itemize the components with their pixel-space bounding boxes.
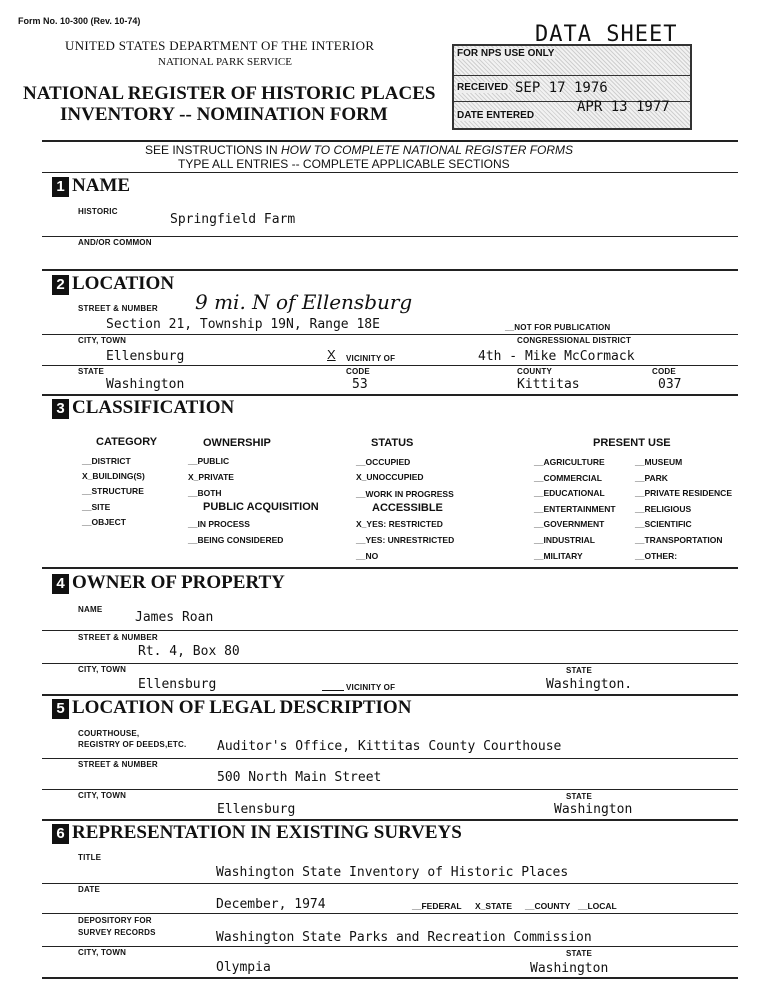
present-use-option[interactable]: __TRANSPORTATION	[635, 535, 723, 545]
section-4-heading: 4 OWNER OF PROPERTY	[52, 572, 285, 594]
status-heading: STATUS	[371, 437, 414, 449]
local-option[interactable]: __LOCAL	[578, 901, 617, 911]
category-option[interactable]: __DISTRICT	[82, 456, 131, 466]
handwritten-location-note: 9 mi. N of Ellensburg	[195, 290, 413, 314]
status-option[interactable]: X_UNOCCUPIED	[356, 472, 424, 482]
present-use-option[interactable]: __RELIGIOUS	[635, 504, 692, 514]
courthouse-label-line2: REGISTRY OF DEEDS,ETC.	[78, 740, 187, 749]
city-value[interactable]: Ellensburg	[106, 349, 185, 364]
state-label: STATE	[78, 367, 105, 376]
survey-date-label: DATE	[78, 885, 100, 894]
state-code-value[interactable]: 53	[352, 377, 368, 392]
present-use-option[interactable]: __AGRICULTURE	[534, 457, 605, 467]
form-number: Form No. 10-300 (Rev. 10-74)	[18, 16, 141, 26]
service-name: NATIONAL PARK SERVICE	[158, 56, 292, 68]
access-option[interactable]: X_YES: RESTRICTED	[356, 519, 443, 529]
owner-street-label: STREET & NUMBER	[78, 633, 158, 642]
received-label: RECEIVED	[457, 82, 509, 93]
vicinity-check[interactable]: X	[327, 347, 336, 362]
federal-option[interactable]: __FEDERAL	[412, 901, 462, 911]
owner-vicinity-blank[interactable]	[322, 680, 344, 691]
access-option[interactable]: __YES: UNRESTRICTED	[356, 535, 455, 545]
access-option[interactable]: __NO	[356, 551, 379, 561]
county-label: COUNTY	[517, 367, 552, 376]
category-option[interactable]: X_BUILDING(S)	[82, 471, 145, 481]
legal-state-value[interactable]: Washington	[554, 802, 633, 817]
not-for-publication-option[interactable]: __NOT FOR PUBLICATION	[505, 323, 611, 332]
ownership-option[interactable]: __BOTH	[188, 488, 222, 498]
present-use-option[interactable]: __OTHER:	[635, 551, 678, 561]
section-5-heading: 5 LOCATION OF LEGAL DESCRIPTION	[52, 697, 411, 719]
congressional-district-label: CONGRESSIONAL DISTRICT	[517, 336, 632, 345]
state-value[interactable]: Washington	[106, 377, 185, 392]
present-use-option[interactable]: __PRIVATE RESIDENCE	[635, 488, 732, 498]
legal-city-label: CITY, TOWN	[78, 791, 127, 800]
status-option[interactable]: __OCCUPIED	[356, 457, 411, 467]
present-use-option[interactable]: __SCIENTIFIC	[635, 519, 692, 529]
present-use-option[interactable]: __MILITARY	[534, 551, 583, 561]
county-code-value[interactable]: 037	[658, 377, 682, 392]
survey-state-label: STATE	[566, 949, 593, 958]
present-use-option[interactable]: __PARK	[635, 473, 668, 483]
owner-city-label: CITY, TOWN	[78, 665, 127, 674]
status-option[interactable]: __WORK IN PROGRESS	[356, 489, 454, 499]
received-stamp-value: SEP 17 1976	[515, 80, 608, 96]
street-value[interactable]: Section 21, Township 19N, Range 18E	[106, 317, 380, 332]
category-option[interactable]: __OBJECT	[82, 517, 126, 527]
section-3-heading: 3 CLASSIFICATION	[52, 397, 234, 419]
public-acquisition-heading: PUBLIC ACQUISITION	[203, 501, 319, 513]
county-value[interactable]: Kittitas	[517, 377, 580, 392]
ownership-heading: OWNERSHIP	[203, 437, 271, 449]
acquisition-option[interactable]: __IN PROCESS	[188, 519, 250, 529]
survey-state-value[interactable]: Washington	[530, 961, 609, 976]
department-name: UNITED STATES DEPARTMENT OF THE INTERIOR	[65, 38, 375, 53]
depository-value[interactable]: Washington State Parks and Recreation Commission	[216, 930, 592, 945]
accessible-heading: ACCESSIBLE	[372, 502, 443, 514]
acquisition-option[interactable]: __BEING CONSIDERED	[188, 535, 284, 545]
for-nps-use-label: FOR NPS USE ONLY	[457, 48, 555, 59]
form-title-line2: INVENTORY -- NOMINATION FORM	[60, 104, 388, 125]
present-use-option[interactable]: __MUSEUM	[635, 457, 683, 467]
present-use-option[interactable]: __COMMERCIAL	[534, 473, 603, 483]
survey-title-value[interactable]: Washington State Inventory of Historic Places	[216, 865, 569, 880]
section-1-heading: 1 NAME	[52, 175, 130, 197]
county-code-label: CODE	[652, 367, 676, 376]
legal-city-value[interactable]: Ellensburg	[217, 802, 296, 817]
vicinity-label: VICINITY OF	[346, 354, 396, 363]
owner-street-value[interactable]: Rt. 4, Box 80	[138, 644, 240, 659]
date-entered-value: APR 13 1977	[577, 99, 670, 115]
data-sheet-stamp: DATA SHEET	[535, 22, 678, 47]
common-name-label: AND/OR COMMON	[78, 238, 152, 247]
congressional-district-value[interactable]: 4th - Mike McCormack	[478, 349, 635, 364]
present-use-option[interactable]: __INDUSTRIAL	[534, 535, 595, 545]
owner-name-label: NAME	[78, 605, 103, 614]
survey-city-value[interactable]: Olympia	[216, 960, 271, 975]
date-entered-label: DATE ENTERED	[457, 110, 535, 121]
historic-value[interactable]: Springfield Farm	[170, 212, 296, 227]
form-title-line1: NATIONAL REGISTER OF HISTORIC PLACES	[23, 83, 436, 104]
section-2-heading: 2 LOCATION	[52, 273, 174, 295]
ownership-option[interactable]: __PUBLIC	[188, 456, 230, 466]
legal-state-label: STATE	[566, 792, 593, 801]
present-use-option[interactable]: __ENTERTAINMENT	[534, 504, 616, 514]
depository-label-line2: SURVEY RECORDS	[78, 928, 156, 937]
owner-city-value[interactable]: Ellensburg	[138, 677, 217, 692]
legal-street-value[interactable]: 500 North Main Street	[217, 770, 382, 785]
courthouse-value[interactable]: Auditor's Office, Kittitas County Courthouse	[217, 739, 562, 754]
owner-state-label: STATE	[566, 666, 593, 675]
survey-date-value[interactable]: December, 1974	[216, 897, 326, 912]
instructions-line2: TYPE ALL ENTRIES -- COMPLETE APPLICABLE SECTIONS	[178, 157, 510, 171]
city-label: CITY, TOWN	[78, 336, 127, 345]
historic-label: HISTORIC	[78, 207, 118, 216]
instructions-line1: SEE INSTRUCTIONS IN HOW TO COMPLETE NATIONAL REGISTER FORMS	[145, 143, 574, 157]
owner-state-value[interactable]: Washington.	[546, 677, 633, 692]
state-code-label: CODE	[346, 367, 370, 376]
depository-label-line1: DEPOSITORY FOR	[78, 916, 152, 925]
section-6-heading: 6 REPRESENTATION IN EXISTING SURVEYS	[52, 822, 462, 844]
owner-vicinity-label: VICINITY OF	[346, 683, 396, 692]
category-option[interactable]: __STRUCTURE	[82, 486, 144, 496]
street-label: STREET & NUMBER	[78, 304, 158, 313]
present-use-option[interactable]: __EDUCATIONAL	[534, 488, 605, 498]
present-use-heading: PRESENT USE	[593, 437, 671, 449]
courthouse-label-line1: COURTHOUSE,	[78, 729, 140, 738]
category-option[interactable]: __SITE	[82, 502, 111, 512]
state-option[interactable]: X_STATE	[475, 901, 512, 911]
owner-name-value[interactable]: James Roan	[135, 610, 214, 625]
county-option[interactable]: __COUNTY	[525, 901, 571, 911]
survey-city-label: CITY, TOWN	[78, 948, 127, 957]
present-use-option[interactable]: __GOVERNMENT	[534, 519, 605, 529]
survey-title-label: TITLE	[78, 853, 102, 862]
ownership-option[interactable]: X_PRIVATE	[188, 472, 234, 482]
legal-street-label: STREET & NUMBER	[78, 760, 158, 769]
category-heading: CATEGORY	[96, 436, 158, 448]
